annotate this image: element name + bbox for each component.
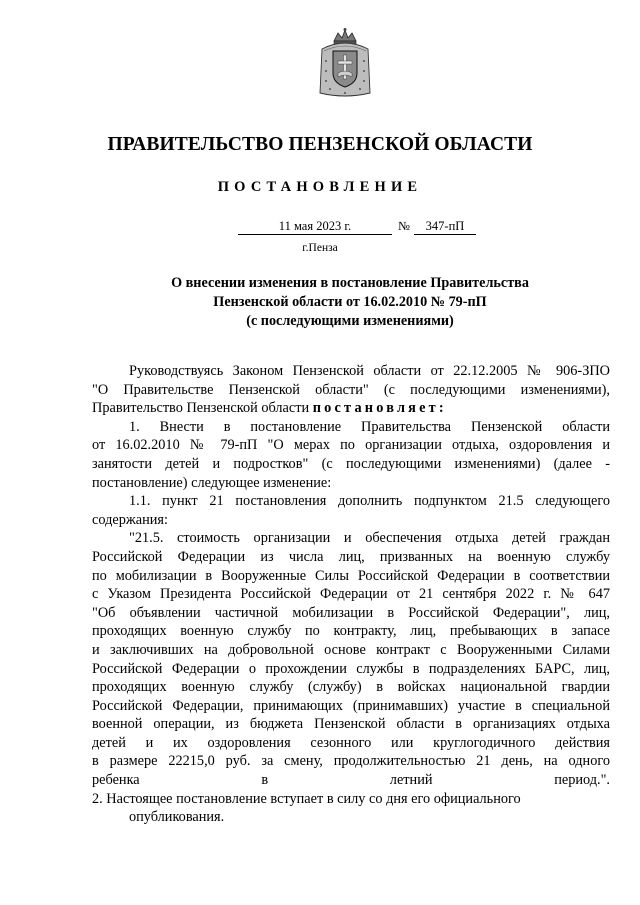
body-line: содержания:	[92, 511, 168, 528]
document-date: 11 мая 2023 г.	[238, 219, 392, 235]
document-number: 347-пП	[414, 219, 476, 235]
body-line: 1.1. пункт 21 постановления дополнить подпунктом 21.5 следующего	[129, 493, 610, 510]
document-type: ПОСТАНОВЛЕНИЕ	[217, 179, 423, 195]
document-title	[100, 274, 600, 331]
body-line: Российской Федерации, принимающих (принимавших) участие в специальной	[92, 697, 610, 714]
title-line: Пензенской области от 16.02.2010 № 79-пП	[213, 294, 487, 310]
body-line: 1. Внести в постановление Правительства Пензенской области	[129, 418, 610, 435]
body-line: постановление) следующее изменение:	[92, 474, 332, 491]
body-line: проходящих военную службу (службу) в войсках национальной гвардии	[92, 679, 610, 696]
body-line: и заключивших на добровольной основе контракт с Вооруженными Силами	[92, 641, 610, 658]
body-line: Российской Федерации из числа лиц, призванных на военную службу	[92, 548, 610, 565]
city: г.Пенза	[302, 242, 338, 254]
body-line: опубликования.	[129, 809, 225, 826]
number-sign: №	[398, 219, 410, 233]
title-line: (с последующими изменениями)	[246, 313, 454, 329]
body-line: "Об объявлении частичной мобилизации в Российской Федерации", лиц,	[92, 604, 610, 621]
decree-verb: постановляет:	[312, 400, 447, 417]
body-line: "21.5. стоимость организации и обеспечения отдыха детей граждан	[129, 530, 610, 547]
body-line: в размере 22215,0 руб. за смену, продолжительностью 21 день, на одного	[92, 753, 610, 770]
body-line: ребенка в летний период.".	[92, 772, 610, 789]
coat-of-arms-emblem	[316, 27, 374, 99]
body-line-text: Правительство Пензенской области	[92, 400, 313, 417]
body-line: с Указом Президента Российской Федерации от 21 сентября 2022 г. № 647	[92, 586, 610, 603]
document-body	[92, 362, 610, 845]
organization-name: ПРАВИТЕЛЬСТВО ПЕНЗЕНСКОЙ ОБЛАСТИ	[107, 134, 533, 155]
body-line: "О Правительстве Пензенской области" (с последующими изменениями),	[92, 381, 610, 398]
body-line: от 16.02.2010 № 79-пП "О мерах по организации отдыха, оздоровления и	[92, 437, 610, 454]
body-line: по мобилизации в Вооруженные Силы Российской Федерации в соответствии	[92, 567, 610, 584]
body-line: проходящих военную службу по контракту, лиц, пребывающих в запасе	[92, 623, 610, 640]
body-line	[92, 399, 610, 418]
title-line: О внесении изменения в постановление Правительства	[171, 275, 529, 291]
body-line: детей и их оздоровления сезонного или круглогодичного действия	[92, 734, 610, 751]
body-line	[92, 827, 610, 846]
body-line: 2. Настоящее постановление вступает в силу со дня его официального	[92, 790, 521, 807]
body-line: Российской Федерации о прохождении службы в подразделениях БАРС, лиц,	[92, 660, 610, 677]
body-line: занятости детей и подростков" (с последующими изменениями) (далее -	[92, 455, 610, 472]
body-line: Руководствуясь Законом Пензенской области от 22.12.2005 № 906-ЗПО	[129, 363, 610, 379]
body-line: военной операции, из бюджета Пензенской области в организациях отдыха	[92, 716, 610, 733]
